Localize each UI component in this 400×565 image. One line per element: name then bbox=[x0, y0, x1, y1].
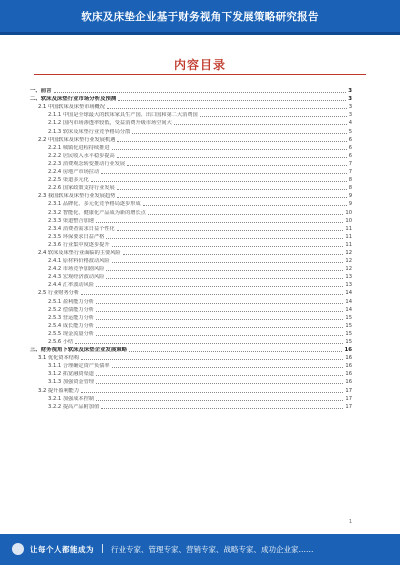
toc-entry-title: 3.2 提升盈利能力 bbox=[38, 387, 80, 394]
toc-entry[interactable] bbox=[30, 175, 352, 183]
toc-entry-title: 2.5.4 成长能力分析 bbox=[48, 322, 94, 329]
toc-entry[interactable] bbox=[30, 143, 352, 151]
toc-leader bbox=[117, 197, 346, 198]
toc-entry-title: 3.1 优化资本结构 bbox=[38, 355, 80, 362]
toc-entry-page: 9 bbox=[348, 193, 352, 200]
toc-entry[interactable] bbox=[30, 305, 352, 313]
toc-leader bbox=[96, 311, 343, 312]
toc-leader bbox=[117, 230, 344, 231]
toc-entry-title: 2.4.2 市场竞争加剧风险 bbox=[48, 266, 105, 273]
toc-entry[interactable] bbox=[30, 296, 352, 304]
toc-entry-title: 3.1.3 加强资金管理 bbox=[48, 379, 94, 386]
toc-entry[interactable] bbox=[30, 248, 352, 256]
toc-entry[interactable] bbox=[30, 199, 352, 207]
toc-entry-title: 二、软床及床垫行业市场分析及预测 bbox=[30, 96, 117, 103]
toc-entry[interactable] bbox=[30, 321, 352, 329]
toc-leader bbox=[107, 108, 347, 109]
toc-leader bbox=[117, 157, 347, 158]
toc-entry-title: 3.2.2 提高产品附加值 bbox=[48, 403, 100, 410]
toc-leader bbox=[96, 286, 343, 287]
report-title: 软床及床垫企业基于财务视角下发展策略研究报告 bbox=[81, 11, 319, 23]
toc-entry-title: 2.4.4 汇率波动风险 bbox=[48, 282, 94, 289]
toc-entry-page: 16 bbox=[344, 347, 352, 354]
toc-entry-page: 10 bbox=[345, 209, 352, 216]
toc-leader bbox=[96, 319, 343, 320]
toc-entry-page: 16 bbox=[345, 363, 352, 370]
toc-entry-title: 2.1.2 国内市场渗透率较低，受益消费升级市场空间大 bbox=[48, 120, 172, 127]
toc-entry[interactable] bbox=[30, 337, 352, 345]
toc-entry-title: 三、财务视角下软床及床垫企业发展策略 bbox=[30, 347, 128, 354]
toc-entry-page: 17 bbox=[345, 387, 352, 394]
toc-entry[interactable] bbox=[30, 280, 352, 288]
toc-entry-title: 2.1 中国软床及床垫市场概况 bbox=[38, 104, 105, 111]
toc-entry[interactable] bbox=[30, 216, 352, 224]
toc-entry-title: 2.3.1 品牌化、多元化竞争格局逐步形成 bbox=[48, 201, 141, 208]
toc-entry-title: 2.1.1 中国是全球最大的软床家具生产国、出口国和第二大消费国 bbox=[48, 112, 198, 119]
toc-entry-page: 17 bbox=[345, 395, 352, 402]
toc-entry-title: 2.3.3 渠道整合加速 bbox=[48, 217, 94, 224]
toc-entry[interactable] bbox=[30, 385, 352, 393]
toc-leader bbox=[117, 189, 347, 190]
toc-entry-title: 2.3.6 行业集中度逐步提升 bbox=[48, 241, 110, 248]
toc-entry-page: 12 bbox=[345, 249, 352, 256]
toc-entry-title: 2.2.4 房地产市场拉动 bbox=[48, 169, 100, 176]
toc-leader bbox=[96, 400, 343, 401]
toc-entry-page: 5 bbox=[348, 128, 352, 135]
toc-leader bbox=[81, 294, 343, 295]
toc-entry[interactable] bbox=[30, 86, 352, 94]
toc-entry-page: 15 bbox=[345, 322, 352, 329]
toc-entry[interactable] bbox=[30, 353, 352, 361]
toc-entry-page: 6 bbox=[348, 144, 352, 151]
toc-entry[interactable] bbox=[30, 167, 352, 175]
toc-leader bbox=[54, 92, 347, 93]
footer-separator bbox=[102, 544, 103, 553]
toc-leader bbox=[123, 254, 344, 255]
logo-icon bbox=[12, 543, 24, 555]
toc-entry-page: 7 bbox=[348, 160, 352, 167]
toc-leader bbox=[127, 165, 347, 166]
toc-leader bbox=[118, 100, 346, 101]
toc-leader bbox=[96, 383, 343, 384]
toc-entry[interactable] bbox=[30, 135, 352, 143]
toc-entry-page: 12 bbox=[345, 258, 352, 265]
toc-entry-title: 2.3.4 消费者需求日益个性化 bbox=[48, 225, 115, 232]
toc-entry-title: 2.2.2 居民收入水平稳步提高 bbox=[48, 152, 115, 159]
toc-entry-title: 2.5 行业财务分析 bbox=[38, 290, 80, 297]
toc-entry-page: 15 bbox=[345, 314, 352, 321]
toc-entry[interactable] bbox=[30, 94, 352, 102]
toc-leader bbox=[148, 214, 344, 215]
toc-leader bbox=[96, 335, 343, 336]
footer-roles: 行业专家、管理专家、营销专家、战略专家、成功企业家…… bbox=[111, 545, 314, 554]
toc-entry[interactable] bbox=[30, 191, 352, 199]
toc-entry-title: 2.5.6 小结 bbox=[48, 339, 74, 345]
toc-leader bbox=[101, 408, 343, 409]
toc-entry[interactable] bbox=[30, 345, 352, 353]
toc-entry-page: 14 bbox=[345, 290, 352, 297]
toc-entry[interactable] bbox=[30, 102, 352, 110]
toc-entry-title: 2.4.3 宏观经济波动风险 bbox=[48, 274, 105, 281]
toc-entry[interactable] bbox=[30, 288, 352, 296]
toc-leader bbox=[96, 303, 343, 304]
report-header bbox=[0, 0, 400, 32]
toc-entry[interactable] bbox=[30, 232, 352, 240]
toc-entry-title: 2.4.1 原材料价格波动风险 bbox=[48, 258, 110, 265]
toc-leader bbox=[96, 222, 343, 223]
toc-leader bbox=[106, 270, 343, 271]
toc-entry-title: 2.5.1 盈利能力分析 bbox=[48, 298, 94, 305]
footer-banner bbox=[0, 534, 400, 565]
toc-entry-title: 2.1.3 软床及床垫行业竞争格局分散 bbox=[48, 128, 131, 135]
toc-leader bbox=[106, 238, 343, 239]
toc-leader bbox=[81, 359, 343, 360]
toc-entry-page: 16 bbox=[345, 379, 352, 386]
toc-entry[interactable] bbox=[30, 394, 352, 402]
toc-entry-title: 2.3.2 智能化、健康化产品成为新的增长点 bbox=[48, 209, 146, 216]
toc-leader bbox=[91, 181, 347, 182]
header-band bbox=[0, 32, 400, 35]
toc-entry[interactable] bbox=[30, 256, 352, 264]
toc-entry-title: 2.2.1 城镇化进程持续推进 bbox=[48, 144, 110, 151]
toc-leader bbox=[81, 392, 343, 393]
table-of-contents bbox=[30, 86, 352, 410]
toc-entry[interactable] bbox=[30, 361, 352, 369]
toc-entry-title: 2.2.6 国家政策支持行业发展 bbox=[48, 185, 115, 192]
toc-entry[interactable] bbox=[30, 402, 352, 410]
toc-leader bbox=[132, 133, 346, 134]
toc-entry-page: 16 bbox=[345, 355, 352, 362]
toc-entry[interactable] bbox=[30, 126, 352, 134]
toc-entry[interactable] bbox=[30, 183, 352, 191]
toc-entry-page: 3 bbox=[348, 104, 352, 111]
toc-leader bbox=[112, 262, 344, 263]
toc-leader bbox=[101, 173, 347, 174]
toc-leader bbox=[96, 375, 343, 376]
footer-text bbox=[30, 544, 314, 555]
toc-entry-page: 3 bbox=[348, 112, 352, 119]
toc-entry-title: 2.2 中国软床及床垫行业发展机遇 bbox=[38, 136, 116, 143]
toc-entry-title: 3.1.1 合理确定资产负债率 bbox=[48, 363, 110, 370]
toc-entry-page: 10 bbox=[345, 217, 352, 224]
toc-entry-title: 2.2.5 渠道多元化 bbox=[48, 177, 89, 184]
toc-entry-page: 11 bbox=[345, 225, 352, 232]
toc-entry-page: 13 bbox=[345, 282, 352, 289]
toc-entry-page: 4 bbox=[348, 120, 352, 127]
toc-entry-title: 一、前言 bbox=[30, 88, 52, 95]
toc-entry-page: 15 bbox=[345, 339, 352, 345]
toc-entry-page: 11 bbox=[345, 241, 352, 248]
toc-entry-page: 13 bbox=[345, 274, 352, 281]
toc-entry-title: 3.1.2 拓宽融资渠道 bbox=[48, 371, 94, 378]
toc-entry-title: 2.5.5 现金流量分析 bbox=[48, 330, 94, 337]
toc-entry-page: 7 bbox=[348, 169, 352, 176]
toc-entry-page: 14 bbox=[345, 306, 352, 313]
toc-entry-title: 2.3.5 环保要求日益严格 bbox=[48, 233, 105, 240]
toc-entry[interactable] bbox=[30, 264, 352, 272]
toc-leader bbox=[75, 343, 343, 344]
toc-entry-page: 3 bbox=[348, 88, 352, 95]
toc-leader bbox=[112, 246, 344, 247]
toc-leader bbox=[143, 205, 347, 206]
toc-entry-title: 2.4 软床及床垫行业面临的主要风险 bbox=[38, 249, 121, 256]
footer-slogan: 让每个人都能成为 bbox=[30, 545, 94, 554]
toc-entry[interactable] bbox=[30, 313, 352, 321]
toc-entry-title: 2.5.3 营运能力分析 bbox=[48, 314, 94, 321]
toc-entry[interactable] bbox=[30, 369, 352, 377]
toc-entry[interactable] bbox=[30, 224, 352, 232]
toc-entry-page: 3 bbox=[348, 96, 352, 103]
toc-entry-page: 16 bbox=[345, 371, 352, 378]
toc-leader bbox=[174, 124, 347, 125]
toc-leader bbox=[96, 327, 343, 328]
toc-entry-page: 14 bbox=[345, 298, 352, 305]
toc-entry-page: 6 bbox=[348, 152, 352, 159]
page-number: 1 bbox=[348, 519, 352, 525]
toc-entry-page: 8 bbox=[348, 185, 352, 192]
toc-entry[interactable] bbox=[30, 159, 352, 167]
toc-entry-page: 9 bbox=[348, 201, 352, 208]
toc-entry-page: 11 bbox=[345, 233, 352, 240]
toc-leader bbox=[112, 367, 344, 368]
toc-entry-page: 15 bbox=[345, 330, 352, 337]
toc-entry-title: 3.2.1 加强成本控制 bbox=[48, 395, 94, 402]
toc-entry-page: 17 bbox=[345, 403, 352, 410]
toc-entry[interactable] bbox=[30, 151, 352, 159]
toc-entry-page: 8 bbox=[348, 177, 352, 184]
toc-leader bbox=[112, 149, 347, 150]
toc-heading: 内容目录 bbox=[173, 58, 226, 72]
toc-leader bbox=[117, 141, 346, 142]
toc-entry[interactable] bbox=[30, 110, 352, 118]
toc-leader bbox=[200, 116, 347, 117]
toc-entry[interactable] bbox=[30, 240, 352, 248]
toc-entry[interactable] bbox=[30, 118, 352, 126]
toc-entry[interactable] bbox=[30, 272, 352, 280]
toc-entry-page: 12 bbox=[345, 266, 352, 273]
toc-entry-title: 2.3 我国软床及床垫行业发展趋势 bbox=[38, 193, 116, 200]
toc-divider bbox=[34, 74, 366, 75]
toc-entry[interactable] bbox=[30, 207, 352, 215]
toc-entry-page: 6 bbox=[348, 136, 352, 143]
toc-entry[interactable] bbox=[30, 329, 352, 337]
toc-entry-title: 2.5.2 偿债能力分析 bbox=[48, 306, 94, 313]
toc-entry-title: 2.2.3 消费观念转变推动行业发展 bbox=[48, 160, 126, 167]
toc-leader bbox=[129, 351, 342, 352]
toc-leader bbox=[106, 278, 343, 279]
toc-entry[interactable] bbox=[30, 377, 352, 385]
